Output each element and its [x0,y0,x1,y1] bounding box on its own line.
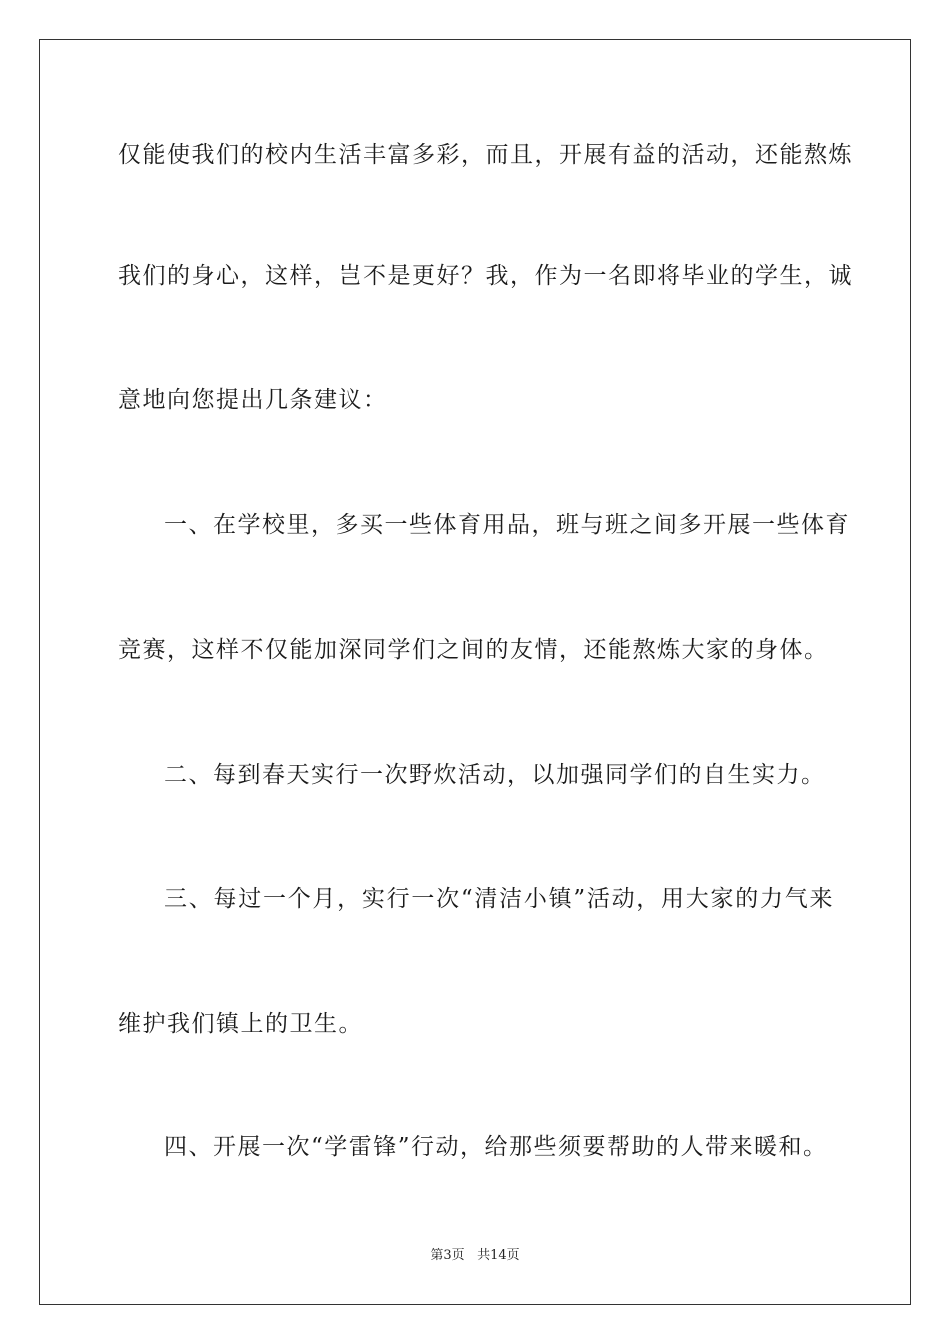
body-line-6: 二、每到春天实行一次野炊活动，以加强同学们的自生实力。 [164,762,826,788]
page-number: 第3页 [430,1248,465,1263]
total-pages: 共14页 [477,1248,520,1263]
body-line-9: 四、开展一次“学雷锋”行动，给那些须要帮助的人带来暖和。 [164,1134,828,1160]
body-line-8: 维护我们镇上的卫生。 [118,1011,363,1037]
body-line-1: 仅能使我们的校内生活丰富多彩，而且，开展有益的活动，还能熬炼 [118,142,853,168]
body-line-4: 一、在学校里，多买一些体育用品，班与班之间多开展一些体育 [164,512,850,538]
body-line-5: 竞赛，这样不仅能加深同学们之间的友情，还能熬炼大家的身体。 [118,637,829,663]
body-line-2: 我们的身心，这样，岂不是更好？我，作为一名即将毕业的学生，诚 [118,263,853,289]
body-line-7: 三、每过一个月，实行一次“清洁小镇”活动，用大家的力气来 [164,886,834,912]
body-line-3: 意地向您提出几条建议： [118,387,388,413]
page-footer [0,1247,950,1265]
page-border [39,39,911,1305]
